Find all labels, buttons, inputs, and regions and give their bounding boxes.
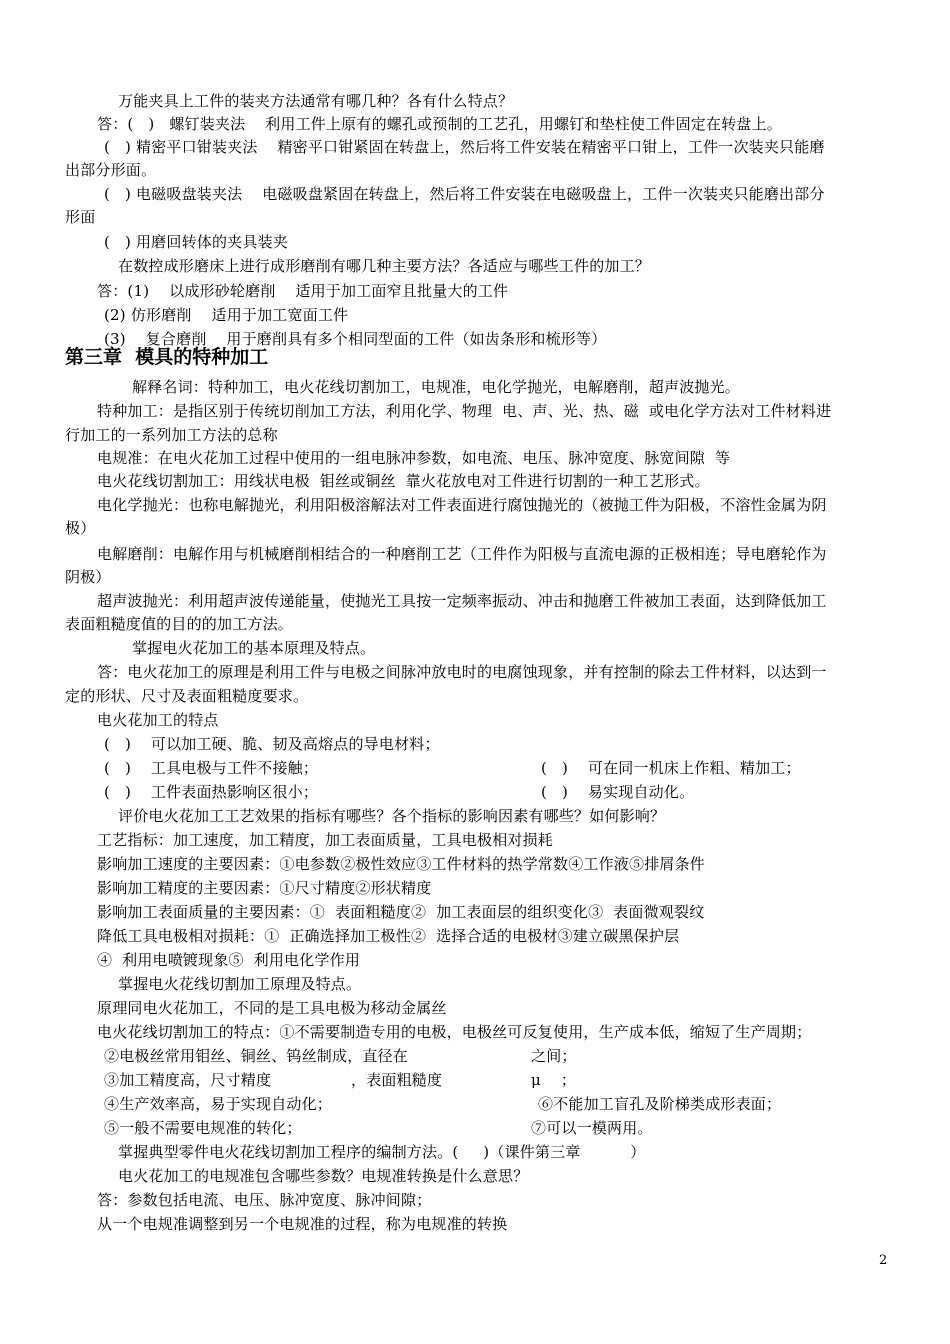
question-electrical-parameters: 电火花加工的电规准包含哪些参数？电规准转换是什么意思？	[118, 1167, 529, 1185]
wire-edm-feature-4: ④生产效率高，易于实现自动化；	[104, 1095, 333, 1113]
wire-edm-feature-3-unit: μ ；	[531, 1071, 577, 1089]
wire-edm-feature-3: ③加工精度高，尺寸精度	[104, 1071, 272, 1089]
def-electrical-parameters: 电规准：在电火花加工过程中使用的一组电脉冲参数，如电流、电压、脉冲宽度、脉宽间隙 等	[97, 449, 731, 467]
question-clamping-methods: 万能夹具上工件的装夹方法通常有哪几种？各有什么特点？	[118, 92, 514, 110]
chapter-heading: 第三章 模具的特种加工	[65, 346, 269, 368]
answer-parameters: 答：参数包括电流、电压、脉冲宽度、脉冲间隙；	[97, 1191, 432, 1209]
answer-form-wheel: 答：(1) 以成形砂轮磨削 适用于加工面窄且批量大的工件	[97, 282, 509, 300]
answer-copy-grinding: (2) 仿形磨削 适用于加工宽面工件	[104, 306, 349, 324]
wire-edm-features: 电火花线切割加工的特点：①不需要制造专用的电极，电极丝可反复使用，生产成本低，缩短了生产周期；	[97, 1023, 812, 1041]
wire-edm-feature-2-end: 之间；	[531, 1047, 577, 1065]
edm-feature-3: ( ) 可在同一机床上作粗、精加工；	[541, 759, 801, 777]
def-electrochemical-polishing: 电化学抛光：也称电解抛光，利用阳极溶解法对工件表面进行腐蚀抛光的（被抛工件为阳极，不溶性金属为阴	[97, 496, 827, 514]
wire-edm-feature-2: ②电极丝常用钼丝、铜丝、钨丝制成，直径在	[104, 1047, 409, 1065]
answer-vise-clamping-cont: 出部分形面。	[65, 161, 157, 179]
electrode-wear-reduction: 降低工具电极相对损耗：① 正确选择加工极性② 选择合适的电极材③建立碳黑保护层	[97, 927, 680, 945]
def-electrolytic-grinding-cont: 阴极）	[65, 568, 111, 586]
wire-edm-feature-7: ⑦可以一模两用。	[531, 1119, 653, 1137]
def-wire-edm: 电火花线切割加工：用线状电极 钼丝或铜丝 靠火花放电对工件进行切割的一种工艺形式。	[97, 472, 710, 490]
def-special-machining-cont: 行加工的一系列加工方法的总称	[65, 426, 278, 444]
edm-feature-4: ( ) 工件表面热影响区很小；	[104, 783, 319, 801]
edm-feature-1: ( ) 可以加工硬、脆、韧及高熔点的导电材料；	[104, 735, 440, 753]
wire-edm-feature-3-roughness: ，表面粗糙度	[351, 1071, 443, 1089]
wire-edm-feature-6: ⑥不能加工盲孔及阶梯类成形表面；	[538, 1095, 782, 1113]
topic-wire-edm: 掌握电火花线切割加工原理及特点。	[118, 975, 362, 993]
answer-magnetic-chuck-cont: 形面	[65, 208, 96, 226]
answer-rotary-fixture: ( ) 用磨回转体的夹具装夹	[104, 233, 288, 251]
edm-feature-5: ( ) 易实现自动化。	[541, 783, 695, 801]
def-ultrasonic-polishing-cont: 表面粗糙度值的目的的加工方法。	[65, 615, 294, 633]
question-cnc-form-grinding: 在数控成形磨床上进行成形磨削有哪几种主要方法？各适应与哪些工件的加工？	[118, 257, 651, 275]
wire-edm-feature-5: ⑤一般不需要电规准的转化；	[104, 1119, 302, 1137]
page-number: 2	[879, 1253, 888, 1268]
answer-compound-grinding: (3) 复合磨削 用于磨削具有多个相同型面的工件（如齿条形和梳形等）	[104, 330, 607, 348]
electrode-wear-reduction-cont: ④ 利用电喷镀现象⑤ 利用电化学作用	[97, 951, 361, 969]
topic-wire-edm-programming: 掌握典型零件电火花线切割加工程序的编制方法。( )（课件第三章 ）	[118, 1143, 646, 1161]
surface-quality-factors: 影响加工表面质量的主要因素：① 表面粗糙度② 加工表面层的组织变化③ 表面微观裂纹	[97, 903, 705, 921]
edm-feature-2: ( ) 工具电极与工件不接触；	[104, 759, 319, 777]
process-indicators: 工艺指标：加工速度，加工精度，加工表面质量，工具电极相对损耗	[97, 831, 554, 849]
speed-factors: 影响加工速度的主要因素：①电参数②极性效应③工件材料的热学常数④工作液⑤排屑条件	[97, 855, 706, 873]
topic-edm-principle: 掌握电火花加工的基本原理及特点。	[132, 639, 376, 657]
precision-factors: 影响加工精度的主要因素：①尺寸精度②形状精度	[97, 879, 432, 897]
answer-magnetic-chuck: ( ) 电磁吸盘装夹法 电磁吸盘紧固在转盘上，然后将工件安装在电磁吸盘上，工件一次装夹只能磨出部分	[104, 185, 825, 203]
answer-vise-clamping: ( ) 精密平口钳装夹法 精密平口钳紧固在转盘上，然后将工件安装在精密平口钳上，工件一次装夹只能磨	[104, 138, 825, 156]
def-electrochemical-polishing-cont: 极）	[65, 519, 96, 537]
question-edm-indicators: 评价电火花加工工艺效果的指标有哪些？各个指标的影响因素有哪些？如何影响？	[118, 807, 666, 825]
edm-features-title: 电火花加工的特点	[97, 711, 219, 729]
wire-edm-principle: 原理同电火花加工，不同的是工具电极为移动金属丝	[97, 999, 447, 1017]
terms-to-explain: 解释名词：特种加工，电火花线切割加工，电规准，电化学抛光，电解磨削，超声波抛光。	[132, 378, 741, 396]
answer-edm-principle: 答：电火花加工的原理是利用工件与电极之间脉冲放电时的电腐蚀现象，并有控制的除去工件材料，以达到一	[97, 663, 827, 681]
def-electrolytic-grinding: 电解磨削：电解作用与机械磨削相结合的一种磨削工艺（工件作为阳极与直流电源的正极相连；导电磨轮作为	[97, 545, 827, 563]
answer-screw-clamping: 答：( ) 螺钉装夹法 利用工件上原有的螺孔或预制的工艺孔，用螺钉和垫柱使工件固定在转盘上。	[97, 115, 782, 133]
answer-parameter-transition: 从一个电规准调整到另一个电规准的过程，称为电规准的转换	[97, 1215, 508, 1233]
def-ultrasonic-polishing: 超声波抛光：利用超声波传递能量，使抛光工具按一定频率振动、冲击和抛磨工件被加工表面，达到降低加工	[97, 592, 827, 610]
def-special-machining: 特种加工：是指区别于传统切削加工方法，利用化学、物理 电、声、光、热、磁 或电化学方法对工件材料进	[97, 402, 832, 420]
answer-edm-principle-cont: 定的形状、尺寸及表面粗糙度要求。	[65, 687, 309, 705]
